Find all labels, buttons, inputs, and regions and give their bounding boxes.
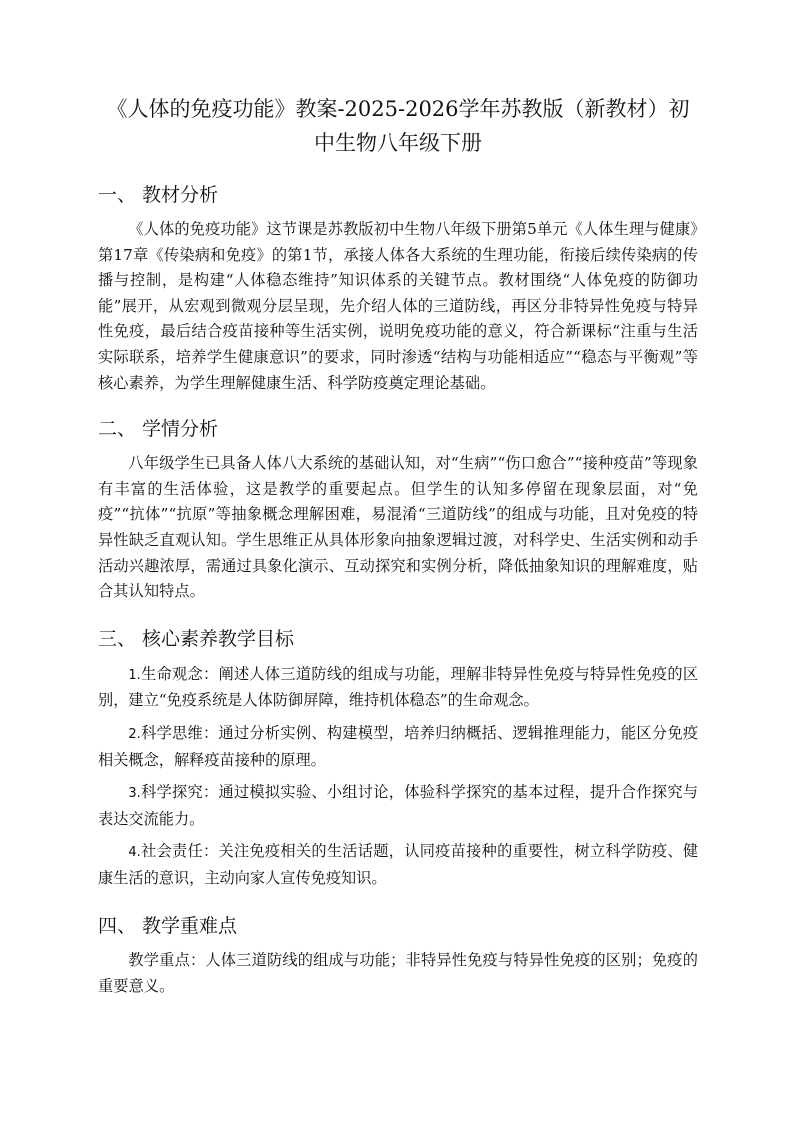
goal-text: 科学探究：通过模拟实验、小组讨论，体验科学探究的基本过程，提升合作探究与表达交流能力。 (98, 783, 698, 828)
section-paragraph-textbook-analysis: 《人体的免疫功能》这节课是苏教版初中生物八年级下册第5单元《人体生理与健康》第17章《传染病和免疫》的第1节，承接人体各大系统的生理功能，衔接后续传染病的传播与控制，是构建“人体稳态维持”知识体系的关键节点。教材围绕“人体免疫的防御功能”展开，从宏观到微观分层呈现，先介绍人体的三道防线，再区分非特异性免疫与特异性免疫，最后结合疫苗接种等生活实例，说明免疫功能的意义，符合新课标“注重与生活实际联系，培养学生健康意识”的要求，同时渗透“结构与功能相适应”“稳态与平衡观”等核心素养，为学生理解健康生活、科学防疫奠定理论基础。 (98, 220, 698, 392)
section-heading-textbook-analysis: 一、 教材分析 (98, 184, 219, 206)
section-paragraph-key-points: 教学重点：人体三道防线的组成与功能；非特异性免疫与特异性免疫的区别；免疫的重要意义。 (98, 951, 698, 996)
goal-number: 4. (128, 845, 141, 861)
goal-text: 社会责任：关注免疫相关的生活话题，认同疫苗接种的重要性，树立科学防疫、健康生活的意识，主动向家人宣传免疫知识。 (98, 842, 698, 887)
goal-item (98, 839, 698, 891)
goal-number: 3. (128, 786, 141, 802)
goal-text: 生命观念：阐述人体三道防线的组成与功能，理解非特异性免疫与特异性免疫的区别，建立“免疫系统是人体防御屏障，维持机体稳态”的生命观念。 (98, 664, 698, 710)
goal-number: 1. (128, 667, 141, 683)
goal-item (98, 662, 698, 714)
section-heading-key-difficult-points: 四、 教学重难点 (98, 915, 238, 938)
section-paragraph-student-analysis: 八年级学生已具备人体八大系统的基础认知，对“生病”“伤口愈合”“接种疫苗”等现象有丰富的生活体验，这是教学的重要起点。但学生的认知多停留在现象层面，对“免疫”“抗体”“抗原”等抽象概念理解困难，易混淆“三道防线”的组成与功能，且对免疫的特异性缺乏直观认知。学生思维正从具体形象向抽象逻辑过渡，对科学史、生活实例和动手活动兴趣浓厚，需通过具象化演示、互动探究和实例分析，降低抽象知识的理解难度，贴合其认知特点。 (98, 454, 698, 601)
document-title: 《人体的免疫功能》教案-2025-2026学年苏教版（新教材）初中生物八年级下册 (106, 97, 690, 155)
goal-item (98, 721, 698, 773)
goal-number: 2. (128, 726, 141, 742)
goal-text: 科学思维：通过分析实例、构建模型，培养归纳概括、逻辑推理能力，能区分免疫相关概念，解释疫苗接种的原理。 (98, 723, 698, 769)
section-heading-teaching-goals: 三、 核心素养教学目标 (98, 627, 295, 650)
goal-item (98, 780, 698, 832)
section-heading-student-analysis: 二、 学情分析 (98, 418, 219, 441)
